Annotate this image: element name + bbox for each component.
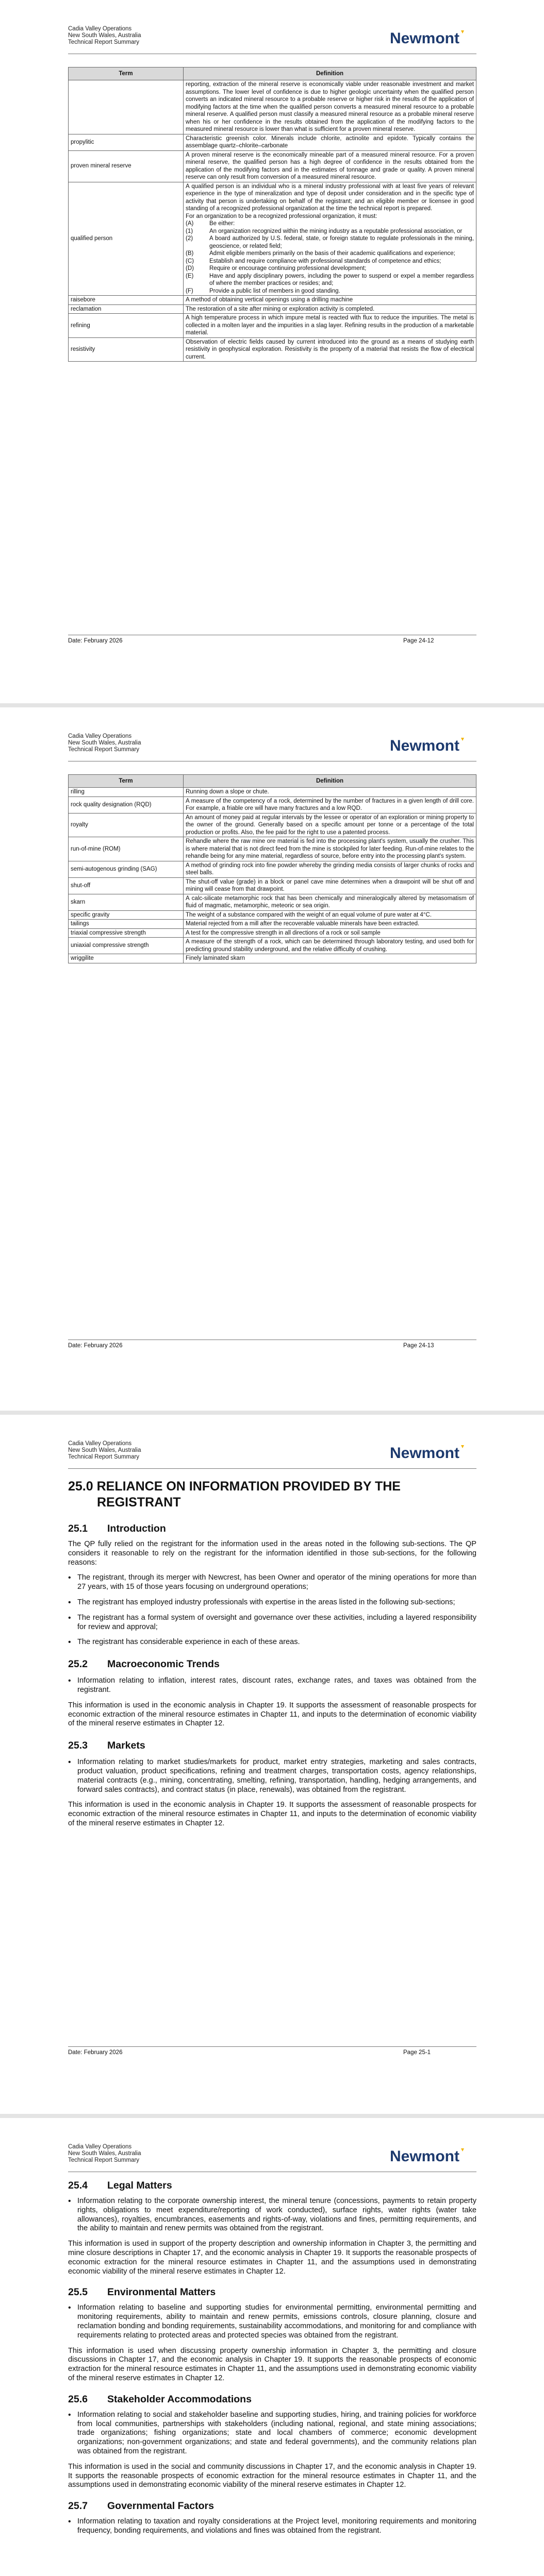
term-cell: wriggilite: [69, 954, 184, 963]
footer-date: Date: February 2026: [68, 2049, 123, 2056]
bullet-list: [68, 1758, 476, 1794]
list-key: (A): [186, 221, 194, 227]
definition-cell: A measure of the strength of a rock, which can be determined through laboratory testing, and used both for predicting ground stability underground, and the relative difficulty of crushing.: [184, 938, 476, 954]
list-item: [186, 228, 474, 235]
footer-rule: [68, 2046, 476, 2047]
table-row: [69, 796, 476, 813]
section-number: 25.7: [68, 2500, 88, 2512]
list-value: Provide a public list of members in good standing.: [209, 287, 340, 294]
list-item: • Information relating to inflation, interest rates, discount rates, exchange rates, and taxes was obtained from the registrant.: [68, 1676, 476, 1695]
list-item: [186, 235, 474, 250]
definition-cell: Running down a slope or chute.: [184, 788, 476, 797]
section-heading: [68, 2394, 476, 2405]
company-name: Cadia Valley Operations: [68, 2144, 132, 2150]
report-type: Technical Report Summary: [68, 2157, 140, 2163]
term-cell: proven mineral reserve: [69, 150, 184, 182]
page-header: [68, 0, 476, 46]
company-block: [68, 26, 141, 46]
table-row: [69, 954, 476, 963]
list-item: • The registrant, through its merger with Newcrest, has been Owner and operator of the mining operations for more than 27 years, with 15 of those years focusing on underground operations;: [68, 1573, 476, 1592]
term-cell: semi-autogenous grinding (SAG): [69, 861, 184, 877]
company-block: [68, 1440, 141, 1461]
table-row: [69, 861, 476, 877]
header-rule: [68, 1468, 476, 1469]
section-number: 25.2: [68, 1658, 88, 1670]
term-cell: [69, 80, 184, 134]
list-value: A board authorized by U.S. federal, state, or foreign statute to regulate professionals in the mining, geoscience, or related field;: [209, 235, 474, 249]
footer-date: Date: February 2026: [68, 1343, 123, 1349]
term-cell: uniaxial compressive strength: [69, 938, 184, 954]
definition-cell: A calc-silicate metamorphic rock that has been chemically and mineralogically altered by metasomatism of fluid of magmatic, metamorphic, meteoric or sea origin.: [184, 894, 476, 910]
table-row: [69, 894, 476, 910]
section-title: Introduction: [107, 1523, 166, 1534]
table-row: [69, 337, 476, 362]
glossary-table: [68, 67, 476, 362]
list-item: [186, 265, 474, 273]
table-row: [69, 80, 476, 134]
term-cell: resistivity: [69, 337, 184, 362]
term-cell: shut-off: [69, 877, 184, 894]
list-item: • The registrant has considerable experience in each of these areas.: [68, 1638, 476, 1647]
list-key: (2): [186, 235, 193, 242]
list-item: • Information relating to social and stakeholder baseline and supporting studies, hiring, and training policies for workforce from local communities, partnerships with stakeholders (including national, regional, and state mining associations; trade organizations; fishing organizations; state and local chambers of commerce; economic development organizations; non-government organizations; and state and federal governments), and the community relations plan was obtained from the registrant.: [68, 2411, 476, 2456]
section-content: [68, 2180, 476, 2536]
term-cell: royalty: [69, 813, 184, 837]
qualified-person-definition-2: For an organization to be a recognized professional organization, it must:: [186, 213, 377, 219]
company-location: New South Wales, Australia: [68, 740, 141, 746]
list-value: Have and apply disciplinary powers, including the power to suspend or expel a member regardless of where the member practices or resides; and;: [209, 273, 474, 286]
definition-cell: Characteristic greenish color. Minerals include chlorite, actinolite and epidote. Typically contains the assemblage quartz–chlorite–carbonate: [184, 134, 476, 150]
list-value: Require or encourage continuing professional development;: [209, 265, 367, 272]
table-row: [69, 296, 476, 305]
definition-cell: A measure of the competency of a rock, determined by the number of fractures in a given length of drill core. For example, a friable ore will have many fractures and a low RQD.: [184, 796, 476, 813]
svg-text:Newmont: Newmont: [390, 2148, 459, 2164]
section-title: Legal Matters: [107, 2180, 172, 2191]
page-header: [68, 1415, 476, 1461]
list-item: • The registrant has a formal system of oversight and governance over these activities, including a layered responsibility for review and approval;: [68, 1614, 476, 1632]
term-cell: rilling: [69, 788, 184, 797]
paragraph: The QP fully relied on the registrant for the information used in the areas noted in the following sub-sections. The QP considers it reasonable to rely on the registrant for the information identified in those sub-sections, for the following reasons:: [68, 1540, 476, 1567]
definition-cell: reporting, extraction of the mineral reserve is economically viable under reasonable investment and market assumptions. The lower level of confidence is due to higher geologic uncertainty when the qualified person converts an indicated mineral resource to a probable reserve or higher risk in the results of the application of modifying factors at the time when the qualified person converts a measured mineral resource to a probable mineral reserve. A qualified person must classify a measured mineral resource as a probable mineral reserve when his or her confidence in the results obtained from the application of the modifying factors to the measured mineral resource is lower than what is sufficient for a proven mineral reserve.: [184, 80, 476, 134]
company-block: [68, 2144, 141, 2164]
bullet-list: [68, 1676, 476, 1695]
definition-cell: A high temperature process in which impure metal is reacted with flux to reduce the impurities. The metal is collected in a molten layer and the impurities in a slag layer. Refining results in the production of a marketable material.: [184, 314, 476, 338]
table-row: [69, 134, 476, 150]
report-type: Technical Report Summary: [68, 747, 140, 753]
company-name: Cadia Valley Operations: [68, 733, 132, 739]
term-cell: rock quality designation (RQD): [69, 796, 184, 813]
chapter-title-line-1: 25.0 RELIANCE ON INFORMATION PROVIDED BY THE: [68, 1479, 401, 1494]
section-title: Markets: [107, 1740, 145, 1752]
section-title: Environmental Matters: [107, 2286, 216, 2298]
definition-cell: The restoration of a site after mining or exploration activity is completed.: [184, 304, 476, 314]
bullet-list: [68, 1573, 476, 1647]
newmont-logo: [390, 1444, 467, 1462]
section-number: 25.1: [68, 1523, 88, 1534]
list-key: (C): [186, 258, 194, 264]
bullet-list: [68, 2517, 476, 2536]
list-key: (F): [186, 287, 193, 294]
paragraph: This information is used in the social and community discussions in Chapter 17, and the economic analysis in Chapter 19. It supports the reasonable prospects of economic extraction for the mineral resource estimates in Chapter 11, and the assumptions used in demonstrating economic viability of the mineral reserve estimates in Chapter 12.: [68, 2462, 476, 2489]
section-title: Stakeholder Accommodations: [107, 2393, 252, 2405]
list-value: Admit eligible members primarily on the basis of their academic qualifications and experience;: [209, 250, 455, 257]
section-heading: [68, 1523, 476, 1535]
section-title: Governmental Factors: [107, 2500, 214, 2512]
footer-page-number: Page 24-13: [403, 1343, 434, 1349]
table-row: [69, 182, 476, 296]
table-row: [69, 837, 476, 861]
list-key: (E): [186, 273, 194, 279]
list-item: [186, 258, 474, 265]
company-name: Cadia Valley Operations: [68, 26, 132, 32]
term-cell: propylitic: [69, 134, 184, 150]
definition-cell: A proven mineral reserve is the economically mineable part of a measured mineral resource. For a proven mineral reserve, the qualified person has a high degree of confidence in the results obtained from the application of the modifying factors and in the estimates of tonnage and grade or quality. A proven mineral reserve can only result from conversion of a measured mineral resource.: [184, 150, 476, 182]
svg-text:Newmont: Newmont: [390, 737, 459, 754]
definition-cell: Material rejected from a mill after the recoverable valuable minerals have been extracted.: [184, 920, 476, 929]
term-cell: raisebore: [69, 296, 184, 305]
definition-column-header: Definition: [184, 67, 476, 80]
report-type: Technical Report Summary: [68, 1454, 140, 1460]
definition-cell: A method of obtaining vertical openings using a drilling machine: [184, 296, 476, 305]
term-cell: reclamation: [69, 304, 184, 314]
page-header: [68, 707, 476, 754]
section-number: 25.6: [68, 2393, 88, 2405]
definition-cell: Rehandle where the raw mine ore material is fed into the processing plant's system, usually the crusher. This is where material that is not direct feed from the mine is stockpiled for later feeding. Run-of-mine relates to the rehandle being for any mine material, regardless of source, before entry into the processing plant's system.: [184, 837, 476, 861]
list-item: • Information relating to market studies/markets for product, market entry strategies, marketing and sales contracts, product valuation, product specifications, refining and treatment charges, transportation costs, agency relationships, material contracts (e.g., mining, concentrating, smelting, refining, transportation, handling, hedging arrangements, and forward sales contracts), and contract status (in place, renewals), was obtained from the registrant.: [68, 1758, 476, 1794]
list-item: • Information relating to the corporate ownership interest, the mineral tenure (concessions, payments to retain property rights, obligations to meet expenditure/reporting of work conducted), surface rights, water rights (water take allowances), royalties, encumbrances, easements and rights-of-way, violations and fines, permitting requirements, and the ability to maintain and renew permits was obtained from the registrant.: [68, 2197, 476, 2233]
page-25-1: [0, 1415, 544, 2114]
svg-text:Newmont: Newmont: [390, 1445, 459, 1461]
newmont-logo: [390, 29, 467, 47]
newmont-logo: [390, 2147, 467, 2165]
table-row: [69, 788, 476, 797]
definition-cell: The shut-off value (grade) in a block or panel cave mine determines when a drawpoint will be shut off and mining will cease from that drawpoint.: [184, 877, 476, 894]
term-cell: refining: [69, 314, 184, 338]
paragraph: This information is used when discussing property ownership information in Chapter 3, the permitting and closure discussions in Chapter 17, and the economic analysis in Chapter 19. It supports the reasonable prospects of economic extraction for the mineral resource estimates in Chapter 11, and the assumptions used in demonstrating economic viability of the mineral reserve estimates in Chapter 12.: [68, 2346, 476, 2382]
chapter-title: [68, 1479, 476, 1511]
definition-cell: [184, 182, 476, 296]
bullet-list: [68, 2303, 476, 2340]
list-item: • The registrant has employed industry professionals with expertise in the areas listed in the following sub-sections;: [68, 1598, 476, 1607]
definition-cell: The weight of a substance compared with the weight of an equal volume of pure water at 4°C.: [184, 910, 476, 920]
table-row: [69, 928, 476, 938]
list-value: Establish and require compliance with professional standards of competence and ethics;: [209, 258, 441, 264]
table-row: [69, 150, 476, 182]
definition-cell: Finely laminated skarn: [184, 954, 476, 963]
company-name: Cadia Valley Operations: [68, 1440, 132, 1447]
section-title: Macroeconomic Trends: [107, 1658, 220, 1670]
definition-cell: A test for the compressive strength in all directions of a rock or soil sample: [184, 928, 476, 938]
section-content: [68, 1479, 476, 1828]
section-number: 25.3: [68, 1740, 88, 1752]
paragraph: This information is used in support of the property description and ownership information in Chapter 3, the permitting and mine closure descriptions in Chapter 17, and the economic analysis in Chapter 19. It supports the reasonable prospects of economic extraction for the mineral resource estimates in Chapter 11, and the assumptions used in demonstrating economic viability of the mineral reserve estimates in Chapter 12.: [68, 2240, 476, 2276]
section-heading: [68, 2180, 476, 2192]
term-cell: triaxial compressive strength: [69, 928, 184, 938]
list-key: (1): [186, 228, 193, 234]
table-row: [69, 314, 476, 338]
table-row: [69, 910, 476, 920]
footer-page-number: Page 24-12: [403, 638, 434, 644]
list-item: [186, 250, 474, 258]
list-key: (D): [186, 265, 194, 272]
list-item: • Information relating to taxation and royalty considerations at the Project level, monitoring requirements and monitoring frequency, bonding requirements, and violations and fines was obtained from the registrant.: [68, 2517, 476, 2536]
company-location: New South Wales, Australia: [68, 32, 141, 39]
page-24-12: [0, 0, 544, 703]
list-item: [186, 220, 474, 228]
table-row: [69, 938, 476, 954]
list-value: Be either:: [209, 221, 235, 227]
page-header: [68, 2118, 476, 2164]
chapter-title-line-2: REGISTRANT: [97, 1495, 181, 1510]
section-heading: [68, 2500, 476, 2512]
newmont-logo: [390, 736, 467, 755]
term-cell: specific gravity: [69, 910, 184, 920]
definition-cell: A method of grinding rock into fine powder whereby the grinding media consists of larger chunks of rocks and steel balls.: [184, 861, 476, 877]
term-cell: run-of-mine (ROM): [69, 837, 184, 861]
paragraph: This information is used in the economic analysis in Chapter 19. It supports the assessment of reasonable prospects for economic extraction of the mineral resource estimates in Chapter 11, and inputs to the determination of economic viability of the mineral reserve estimates in Chapter 12.: [68, 1801, 476, 1827]
report-type: Technical Report Summary: [68, 39, 140, 45]
company-block: [68, 733, 141, 753]
definition-cell: Observation of electric fields caused by current introduced into the ground as a means of studying earth resistivity in geophysical exploration. Resistivity is the property of a material that resists the flow of electrical current.: [184, 337, 476, 362]
definition-column-header: Definition: [184, 775, 476, 788]
company-location: New South Wales, Australia: [68, 1447, 141, 1453]
table-row: [69, 920, 476, 929]
term-column-header: Term: [69, 67, 184, 80]
criteria-list: [186, 220, 474, 295]
page-25-2: [0, 2118, 544, 2576]
page-24-13: [0, 707, 544, 1411]
list-item: [186, 273, 474, 287]
section-heading: [68, 2286, 476, 2298]
table-row: [69, 877, 476, 894]
bullet-list: [68, 2411, 476, 2456]
section-number: 25.4: [68, 2180, 88, 2191]
section-heading: [68, 1740, 476, 1752]
term-column-header: Term: [69, 775, 184, 788]
section-heading: [68, 1658, 476, 1670]
paragraph: This information is used in the economic analysis in Chapter 19. It supports the assessment of reasonable prospects for economic extraction of the mineral resource estimates in Chapter 11, and inputs to the determination of economic viability of the mineral reserve estimates in Chapter 12.: [68, 1701, 476, 1728]
company-location: New South Wales, Australia: [68, 2150, 141, 2157]
bullet-list: [68, 2197, 476, 2233]
footer-date: Date: February 2026: [68, 638, 123, 644]
table-row: [69, 813, 476, 837]
table-row: [69, 304, 476, 314]
qualified-person-definition: A qualified person is an individual who is a mineral industry professional with at least five years of relevant experience in the type of mineralization and type of deposit under consideration and in the specific type of activity that person is undertaking on behalf of the registrant; and an eligible member or licensee in good standing of a recognized professional organization at the time the technical report is prepared.: [186, 183, 474, 212]
term-cell: qualified person: [69, 182, 184, 296]
footer-page-number: Page 25-1: [403, 2049, 431, 2056]
section-number: 25.5: [68, 2286, 88, 2298]
list-item: • Information relating to baseline and supporting studies for environmental permitting, environmental permitting and monitoring requirements, ability to maintain and renew permits, emissions controls, closure planning, closure and reclamation bonding and bonding requirements, sustainability accommodations, and monitoring for and compliance with requirements relating to protected areas and protected species was obtained from the registrant.: [68, 2303, 476, 2340]
list-value: An organization recognized within the mining industry as a reputable professional association, or: [209, 228, 463, 234]
svg-text:Newmont: Newmont: [390, 30, 459, 46]
term-cell: tailings: [69, 920, 184, 929]
glossary-table: [68, 774, 476, 963]
term-cell: skarn: [69, 894, 184, 910]
list-key: (B): [186, 250, 194, 257]
definition-cell: An amount of money paid at regular intervals by the lessee or operator of an exploration or mining property to the owner of the ground. Generally based on a specific amount per tonne or a percentage of the total production or profits. Also, the fee paid for the right to use a patented process.: [184, 813, 476, 837]
list-item: [186, 287, 474, 295]
